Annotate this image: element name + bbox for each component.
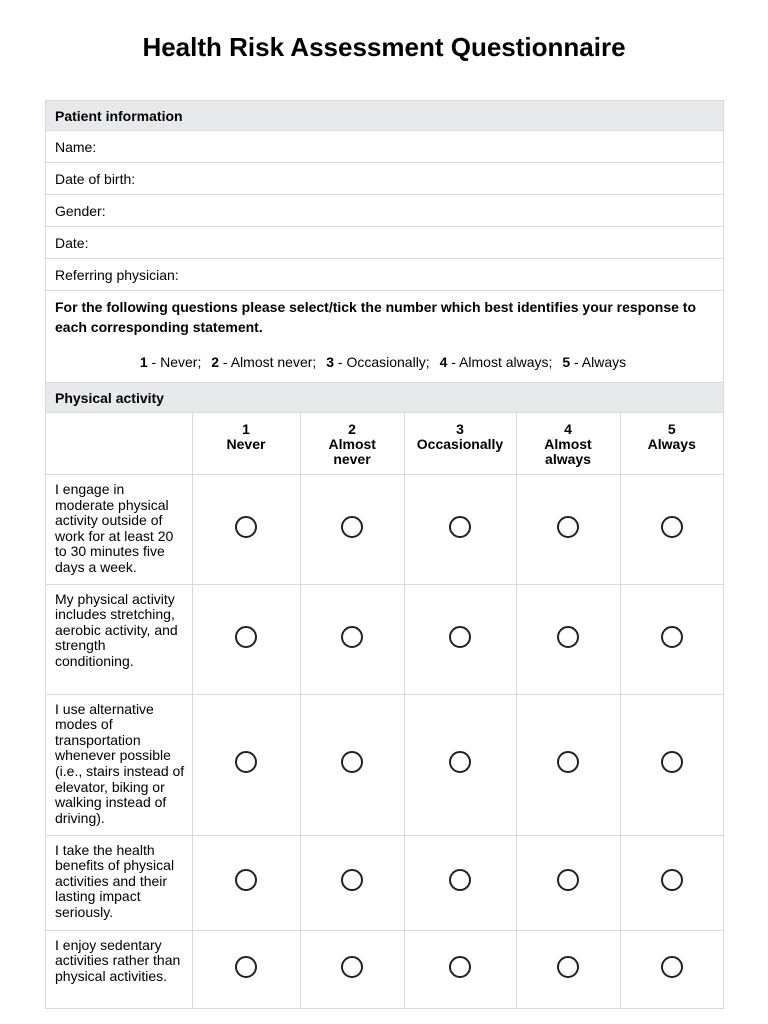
radio-option-4[interactable] bbox=[557, 516, 579, 538]
radio-option-4[interactable] bbox=[557, 869, 579, 891]
scale-num: 4 bbox=[439, 354, 448, 370]
physical-activity-header: Physical activity bbox=[46, 382, 723, 412]
column-header-4 bbox=[516, 413, 620, 475]
scale-num: 5 bbox=[562, 354, 571, 370]
field-date-of-birth[interactable]: Date of birth: bbox=[46, 162, 723, 194]
question-text: I enjoy sedentary activities rather than physical activities. bbox=[46, 930, 192, 1008]
question-row bbox=[46, 694, 723, 835]
column-number: 2 bbox=[348, 421, 356, 437]
scale-label: - Never; bbox=[147, 354, 202, 370]
question-row bbox=[46, 584, 723, 694]
field-name[interactable]: Name: bbox=[46, 130, 723, 162]
radio-option-1[interactable] bbox=[235, 516, 257, 538]
question-row bbox=[46, 930, 723, 1008]
scale-num: 3 bbox=[326, 354, 334, 370]
column-header-2 bbox=[300, 413, 404, 475]
questionnaire-form bbox=[45, 100, 724, 1009]
column-label: Occasionally bbox=[416, 436, 504, 452]
radio-option-3[interactable] bbox=[449, 956, 471, 978]
question-text: My physical activity includes stretching, aerobic activity, and strength conditioning. bbox=[46, 584, 192, 694]
page-title: Health Risk Assessment Questionnaire bbox=[142, 32, 626, 62]
scale-label: - Almost always; bbox=[447, 354, 553, 370]
question-text: I engage in moderate physical activity outside of work for at least 20 to 30 minutes five days a week. bbox=[46, 475, 192, 585]
field-gender[interactable]: Gender: bbox=[46, 194, 723, 226]
radio-option-1[interactable] bbox=[235, 869, 257, 891]
radio-option-1[interactable] bbox=[235, 626, 257, 648]
column-header-3 bbox=[404, 413, 516, 475]
question-row bbox=[46, 835, 723, 930]
question-column-header bbox=[46, 413, 192, 475]
radio-option-5[interactable] bbox=[661, 626, 683, 648]
question-text: I use alternative modes of transportation whenever possible (i.e., stairs instead of elevator, biking or walking instead of driving). bbox=[46, 694, 192, 835]
instructions-text: For the following questions please select/tick the number which best identifies your response to each corresponding statement. bbox=[55, 299, 697, 335]
column-number: 3 bbox=[456, 421, 464, 437]
scale-label: - Almost never; bbox=[219, 354, 317, 370]
radio-option-3[interactable] bbox=[449, 751, 471, 773]
patient-info-header: Patient information bbox=[46, 101, 723, 130]
column-number: 5 bbox=[667, 421, 676, 437]
instructions-block bbox=[46, 290, 723, 382]
radio-option-1[interactable] bbox=[235, 751, 257, 773]
scale-num: 2 bbox=[211, 354, 220, 370]
column-header-1 bbox=[192, 413, 300, 475]
field-date[interactable]: Date: bbox=[46, 226, 723, 258]
radio-option-5[interactable] bbox=[661, 869, 683, 891]
column-label: Never bbox=[226, 436, 266, 452]
scale-label: - Always bbox=[570, 354, 627, 370]
column-number: 4 bbox=[564, 421, 572, 437]
radio-option-3[interactable] bbox=[449, 626, 471, 648]
physical-activity-table bbox=[46, 412, 723, 1008]
radio-option-5[interactable] bbox=[661, 516, 683, 538]
radio-option-5[interactable] bbox=[661, 751, 683, 773]
column-label: Always bbox=[647, 436, 696, 452]
field-referring-physician[interactable]: Referring physician: bbox=[46, 258, 723, 290]
radio-option-4[interactable] bbox=[557, 956, 579, 978]
radio-option-3[interactable] bbox=[449, 516, 471, 538]
scale-num: 1 bbox=[139, 354, 148, 370]
scale-label: - Occasionally; bbox=[334, 354, 430, 370]
rating-scale-legend bbox=[55, 354, 711, 370]
radio-option-2[interactable] bbox=[341, 869, 363, 891]
radio-option-4[interactable] bbox=[557, 626, 579, 648]
radio-option-4[interactable] bbox=[557, 751, 579, 773]
radio-option-2[interactable] bbox=[341, 751, 363, 773]
question-text: I take the health benefits of physical activities and their lasting impact seriously. bbox=[46, 835, 192, 930]
column-header-5 bbox=[620, 413, 723, 475]
radio-option-3[interactable] bbox=[449, 869, 471, 891]
radio-option-2[interactable] bbox=[341, 516, 363, 538]
radio-option-2[interactable] bbox=[341, 956, 363, 978]
radio-option-2[interactable] bbox=[341, 626, 363, 648]
column-number: 1 bbox=[242, 421, 250, 437]
radio-option-1[interactable] bbox=[235, 956, 257, 978]
column-label: Almost always bbox=[544, 436, 592, 467]
column-label: Almost never bbox=[328, 436, 376, 467]
question-row bbox=[46, 475, 723, 585]
radio-option-5[interactable] bbox=[661, 956, 683, 978]
